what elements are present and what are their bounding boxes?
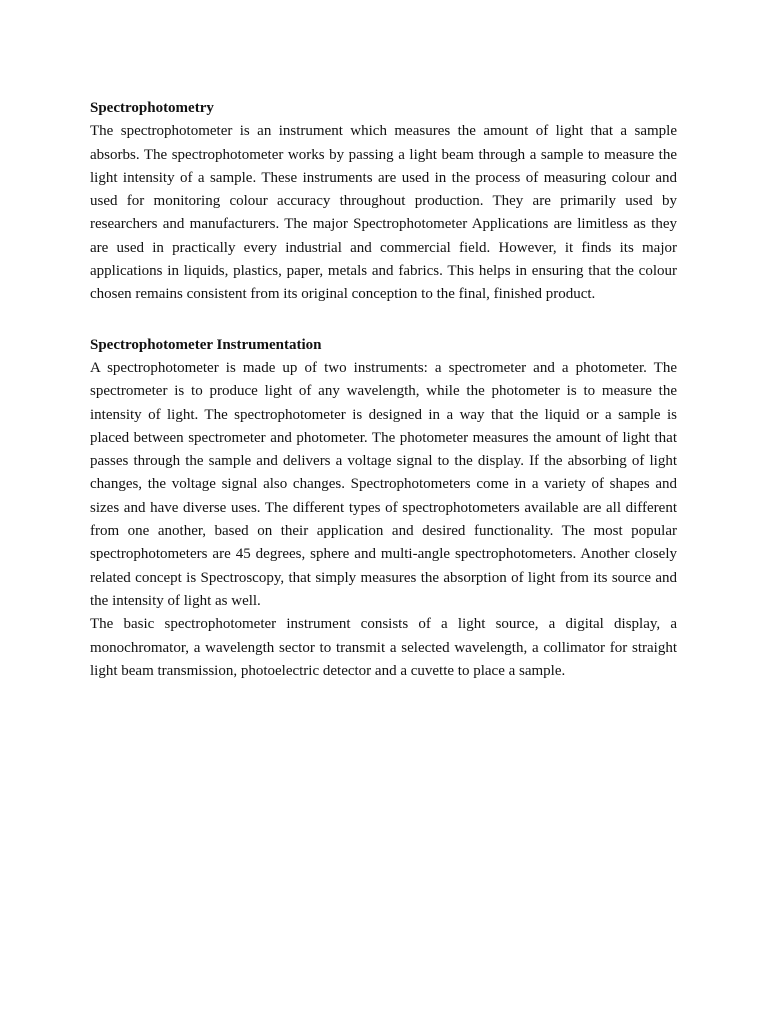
section-heading: Spectrophotometer Instrumentation [90, 336, 322, 353]
section-heading: Spectrophotometry [90, 100, 214, 116]
body-paragraph: The basic spectrophotometer instrument consists of a light source, a digital display, a monochromator, a wavelength sector to transmit a selected wavelength, a collimator for straight light beam transmission, photoelectric detector and a cuvette to place a sample. [90, 616, 677, 679]
document-page [90, 97, 677, 683]
body-paragraph: A spectrophotometer is made up of two instruments: a spectrometer and a photometer. The spectrometer is to produce light of any wavelength, while the photometer is to measure the intensity of light. The spectrophotometer is designed in a way that the liquid or a sample is placed between spectrometer and photometer. The photometer measures the amount of light that passes through the sample and delivers a voltage signal to the display. If the absorbing of light changes, the voltage signal also changes. Spectrophotometers come in a variety of shapes and sizes and have diverse uses. The different types of spectrophotometers available are all different from one another, based on their application and desired functionality. The most popular spectrophotometers are 45 degrees, sphere and multi-angle spectrophotometers. Another closely related concept is Spectroscopy, that simply measures the absorption of light from its source and the intensity of light as well. [90, 359, 677, 609]
section-spectrophotometry [90, 97, 677, 307]
body-paragraph: The spectrophotometer is an instrument which measures the amount of light that a sample absorbs. The spectrophotometer works by passing a light beam through a sample to measure the light intensity of a sample. These instruments are used in the process of measuring colour and used for monitoring colour accuracy throughout production. They are primarily used by researchers and manufacturers. The major Spectrophotometer Applications are limitless as they are used in practically every industrial and commercial field. However, it finds its major applications in liquids, plastics, paper, metals and fabrics. This helps in ensuring that the colour chosen remains consistent from its original conception to the final, finished product. [90, 123, 677, 303]
section-spacer [90, 307, 677, 334]
section-instrumentation [90, 334, 677, 683]
